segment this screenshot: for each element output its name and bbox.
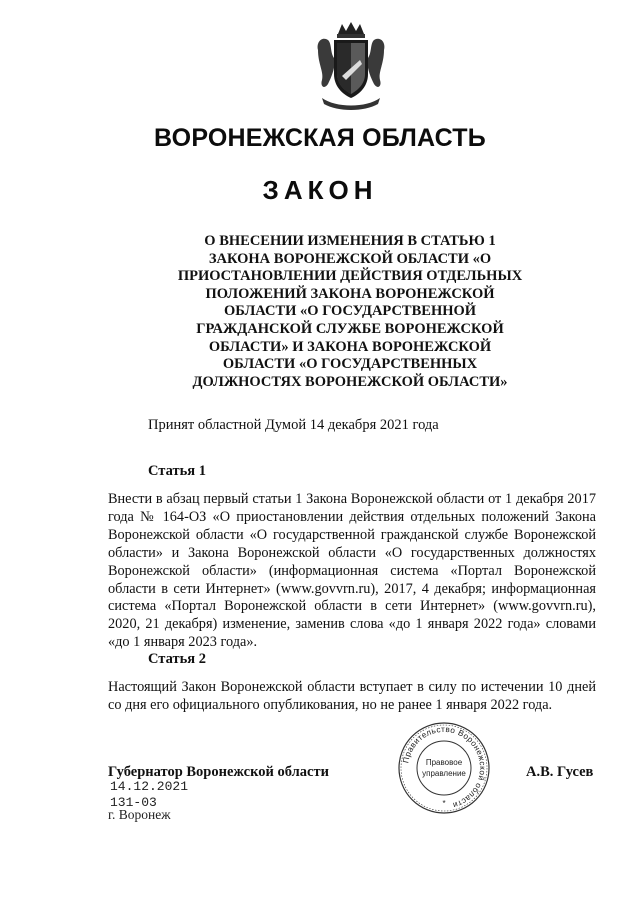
- law-title-line: ГРАЖДАНСКОЙ СЛУЖБЕ ВОРОНЕЖСКОЙ: [196, 320, 504, 337]
- signing-city: г. Воронеж: [108, 807, 171, 822]
- stamp-outer-text: Правительство Воронежской области: [401, 724, 488, 810]
- article-2-body: Настоящий Закон Воронежской области вступает в силу по истечении 10 дней со дня его официального опубликования, но не ранее 1 января 2022 года.: [108, 679, 596, 713]
- stamp-inner-line-1: Правовое: [425, 758, 463, 767]
- official-stamp: [396, 720, 492, 816]
- signing-date: 14.12.2021: [110, 779, 189, 794]
- law-title-line: ОБЛАСТИ «О ГОСУДАРСТВЕННОЙ: [223, 303, 477, 320]
- signatory-name: А.В. Гусев: [526, 764, 594, 780]
- law-number: 131-03: [110, 795, 157, 810]
- stamp-inner-line-2: управление: [422, 769, 466, 778]
- article-1-body: Внести в абзац первый статьи 1 Закона Воронежской области от 1 декабря 2017 года № 164-ОЗ «О приостановлении действия отдельных положений Закона Воронежской области «О государственной гражданской службе Воронежской области» и Закона Воронежской области «О государственных должностях Воронежской области» (информационная система «Портал Воронежской области в сети Интернет» (www.govvrn.ru), 2017, 4 декабря; информационная система «Портал Воронежской области в сети Интернет» (www.govvrn.ru), 2020, 21 декабря) изменение, заменив слова «до 1 января 2022 года» словами «до 1 января 2023 года».: [108, 491, 596, 651]
- svg-text:Правительство Воронежской обла: [401, 725, 487, 810]
- law-title-line: ПОЛОЖЕНИЙ ЗАКОНА ВОРОНЕЖСКОЙ: [205, 285, 495, 302]
- law-title-line: ДОЛЖНОСТЯХ ВОРОНЕЖСКОЙ ОБЛАСТИ»: [192, 373, 508, 390]
- article-1-heading: Статья 1: [148, 463, 206, 479]
- signatory-position: Губернатор Воронежской области: [108, 764, 329, 780]
- article-2-heading: Статья 2: [148, 651, 206, 667]
- article-1-text: [108, 491, 596, 652]
- stamp-star-icon: *: [442, 799, 446, 808]
- region-title: ВОРОНЕЖСКАЯ ОБЛАСТЬ: [154, 124, 486, 152]
- law-title: [150, 233, 550, 391]
- coat-of-arms-icon: [312, 20, 390, 114]
- law-title-line: ЗАКОНА ВОРОНЕЖСКОЙ ОБЛАСТИ «О: [208, 250, 492, 267]
- document-type: ЗАКОН: [262, 175, 378, 205]
- law-title-line: ОБЛАСТИ «О ГОСУДАРСТВЕННЫХ: [222, 356, 478, 373]
- law-title-line: ПРИОСТАНОВЛЕНИИ ДЕЙСТВИЯ ОТДЕЛЬНЫХ: [177, 268, 523, 285]
- law-title-line: ОБЛАСТИ» И ЗАКОНА ВОРОНЕЖСКОЙ: [208, 338, 492, 355]
- article-2-text: [108, 679, 596, 715]
- adoption-note: Принят областной Думой 14 декабря 2021 года: [148, 417, 439, 433]
- law-title-line: О ВНЕСЕНИИ ИЗМЕНЕНИЯ В СТАТЬЮ 1: [204, 233, 496, 249]
